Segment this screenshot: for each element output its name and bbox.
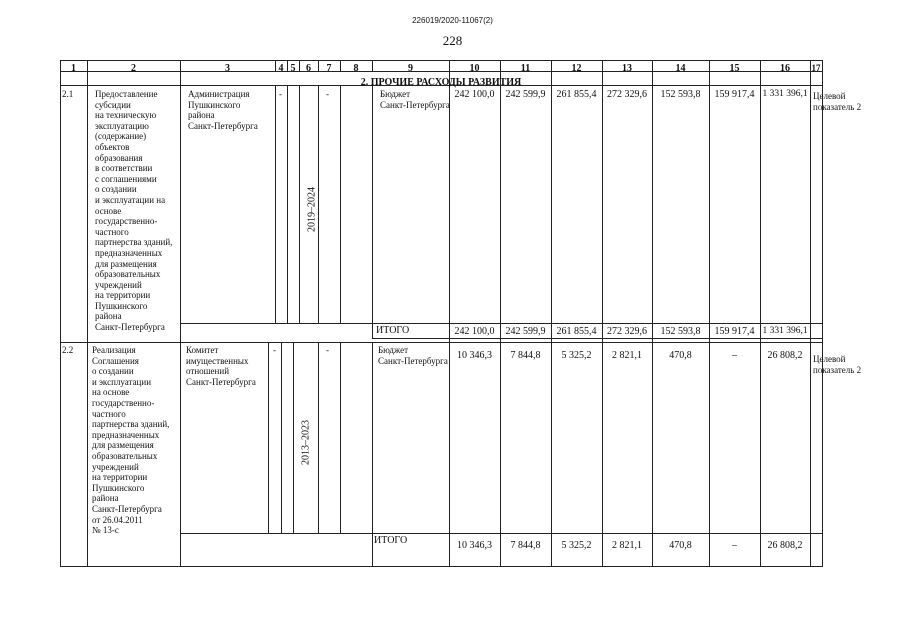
header-col-14: 14	[675, 63, 686, 74]
total-value: –	[732, 540, 737, 551]
row-indicator: Целевой показатель 2	[813, 91, 862, 112]
row-period: 2019–2024	[306, 187, 318, 232]
header-col-3: 3	[225, 63, 230, 74]
header-col-2: 2	[131, 63, 136, 74]
row-value: 470,8	[669, 350, 692, 361]
total-value: 159 917,4	[714, 326, 755, 337]
row-value: 159 917,4	[714, 89, 755, 100]
total-value: 242 100,0	[454, 326, 495, 337]
row-col4: -	[273, 345, 276, 355]
total-value: 5 325,2	[561, 540, 592, 551]
row-value: 1 331 396,1	[762, 89, 808, 99]
document-id: 226019/2020-11067(2)	[412, 16, 493, 25]
row-value: 242 599,9	[505, 89, 546, 100]
row-value: 5 325,2	[561, 350, 592, 361]
row-value: 7 844,8	[510, 350, 541, 361]
total-value: 261 855,4	[556, 326, 597, 337]
header-col-12: 12	[571, 63, 582, 74]
page-number: 228	[442, 33, 463, 48]
row-description: Реализация Соглашения о создании и эксплуатации на основе государственно- частного партнерства зданий, предназначенных для размещения образовательных учреждений на территории Пушкинского района Санкт-Петербурга от 26.04.2011 № 13-с	[92, 345, 170, 536]
header-col-8: 8	[353, 63, 359, 74]
row-value: 10 346,3	[457, 350, 492, 361]
row-value: 261 855,4	[556, 89, 597, 100]
row-value: 242 100,0	[454, 89, 495, 100]
total-value: 470,8	[669, 540, 692, 551]
total-value: 1 331 396,1	[762, 326, 808, 336]
header-col-5: 5	[290, 63, 296, 74]
row-description: Предоставление субсидии на техническую эксплуатацию (содержание) объектов образования в соответствии с соглашениями о создании и эксплуатации на основе государственно- частного партнерства зданий, предназначенных для размещения образовательных учреждений на территории Пушкинского района Санкт-Петербурга	[95, 89, 173, 333]
row-source: Бюджет Санкт-Петербурга	[380, 89, 450, 110]
total-value: 272 329,6	[607, 326, 647, 337]
total-value: 242 599,9	[505, 326, 546, 337]
header-col-13: 13	[622, 63, 632, 74]
total-label: ИТОГО	[376, 325, 410, 336]
total-value: 7 844,8	[510, 540, 541, 551]
header-col-7: 7	[326, 63, 332, 74]
total-value: 2 821,1	[612, 540, 642, 551]
row-col7: -	[326, 89, 329, 99]
section-title: 2. ПРОЧИЕ РАСХОДЫ РАЗВИТИЯ	[360, 77, 522, 88]
total-value: 10 346,3	[457, 540, 492, 551]
header-col-9: 9	[408, 63, 413, 74]
total-label: ИТОГО	[374, 535, 408, 546]
header-col-17: 17	[811, 63, 821, 73]
row-value: –	[732, 350, 737, 361]
row-value: 272 329,6	[607, 89, 647, 100]
total-value: 152 593,8	[660, 326, 701, 337]
row-source: Бюджет Санкт-Петербурга	[378, 345, 448, 366]
row-col4: -	[279, 89, 282, 99]
header-col-15: 15	[729, 63, 740, 74]
row-value: 152 593,8	[660, 89, 701, 100]
header-col-10: 10	[469, 63, 480, 74]
row-value: 26 808,2	[767, 350, 803, 361]
total-value: 26 808,2	[767, 540, 803, 551]
row-period: 2013–2023	[300, 420, 312, 465]
row-number: 2.2	[62, 345, 74, 355]
row-indicator: Целевой показатель 2	[813, 354, 862, 375]
header-col-1: 1	[71, 63, 76, 74]
row-number: 2.1	[62, 89, 74, 99]
header-col-16: 16	[780, 63, 790, 74]
header-col-11: 11	[520, 63, 531, 74]
header-col-6: 6	[306, 63, 311, 74]
row-value: 2 821,1	[612, 350, 642, 361]
header-col-4: 4	[278, 63, 284, 74]
row-col7: -	[326, 345, 329, 355]
row-executor: Комитет имущественных отношений Санкт-Петербурга	[186, 345, 256, 387]
row-executor: Администрация Пушкинского района Санкт-Петербурга	[188, 89, 258, 131]
